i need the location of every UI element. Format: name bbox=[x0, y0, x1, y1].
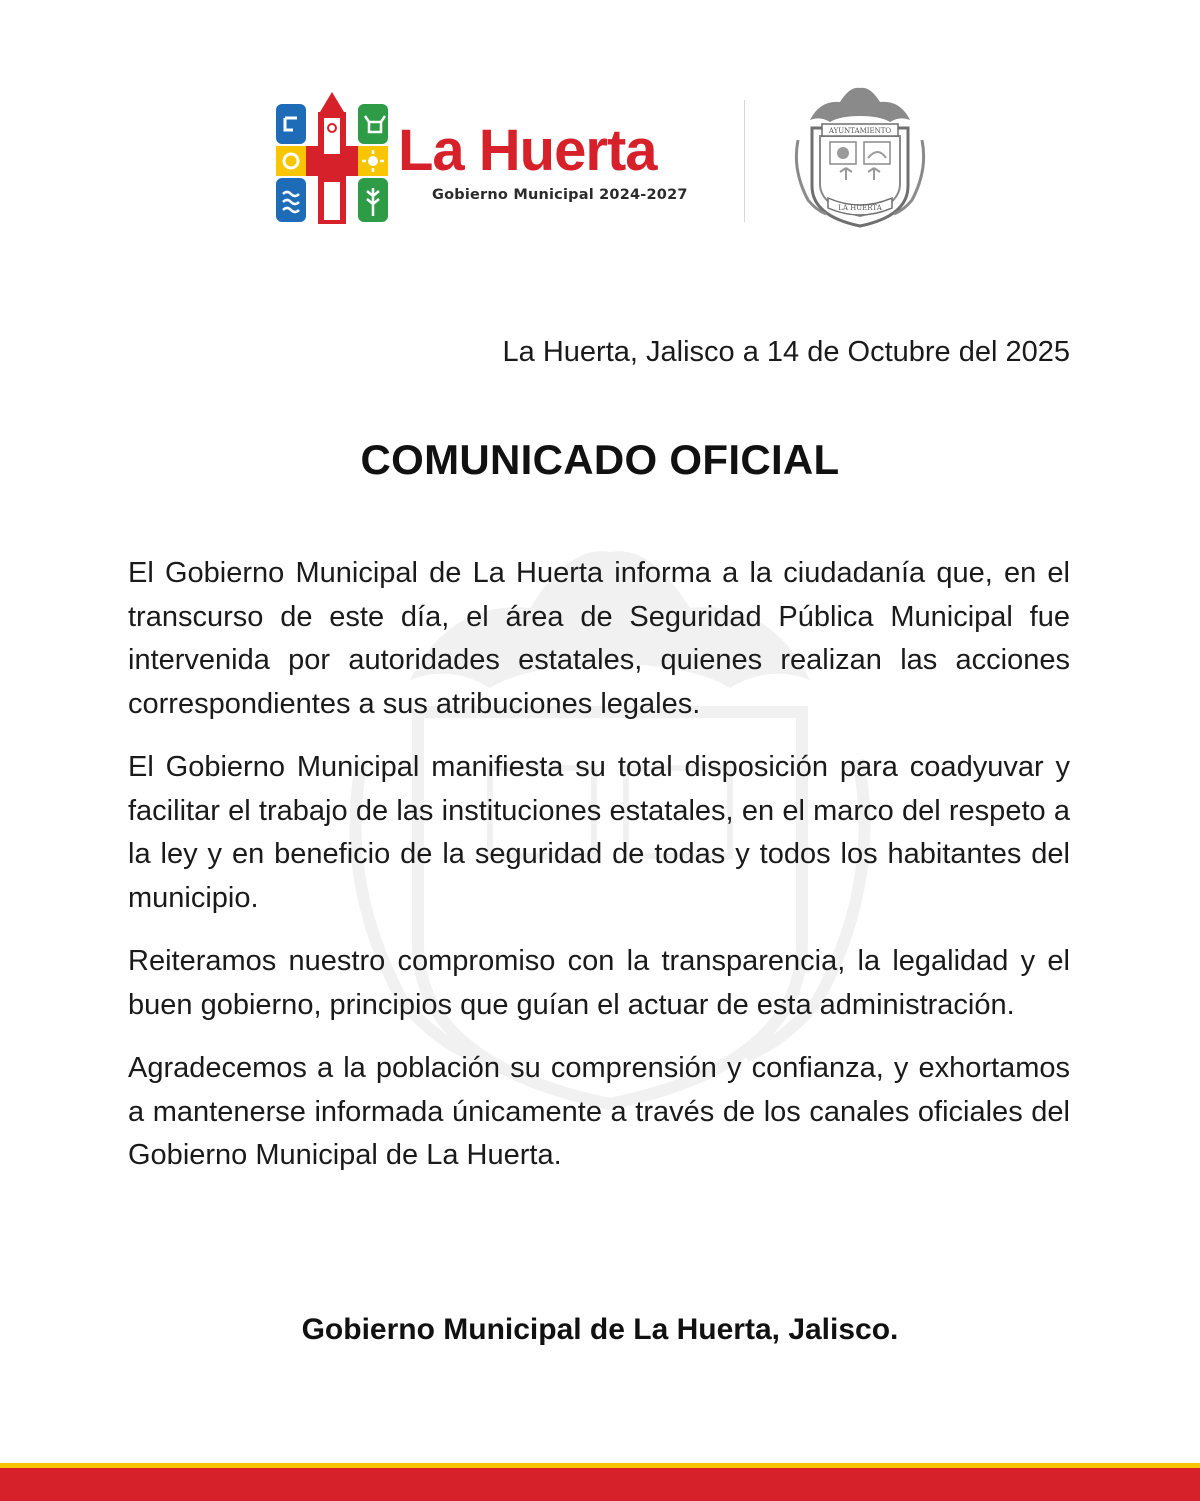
brand-name: La Huerta bbox=[398, 118, 657, 183]
footer-stripe-red bbox=[0, 1468, 1200, 1501]
paragraph: Agradecemos a la población su comprensión y confianza, y exhortamos a mantenerse informada únicamente a través de los canales oficiales del Gobierno Municipal de La Huerta. bbox=[128, 1052, 1070, 1171]
svg-text:LA HUERTA: LA HUERTA bbox=[838, 204, 882, 212]
letterhead bbox=[0, 0, 1200, 260]
document-body bbox=[128, 552, 1070, 1198]
paragraph: Reiteramos nuestro compromiso con la transparencia, la legalidad y el buen gobierno, principios que guían el actuar de esta administración. bbox=[128, 945, 1070, 1021]
signature: Gobierno Municipal de La Huerta, Jalisco. bbox=[301, 1313, 899, 1346]
document-title: COMUNICADO OFICIAL bbox=[360, 436, 840, 483]
header-divider bbox=[744, 100, 745, 222]
la-huerta-logo-icon bbox=[276, 88, 388, 224]
paragraph: El Gobierno Municipal de La Huerta informa a la ciudadanía que, en el transcurso de este día, el área de Seguridad Pública Municipal fue intervenida por autoridades estatales, quienes realizan las acciones correspondientes a sus atribuciones legales. bbox=[128, 557, 1070, 720]
paragraph: El Gobierno Municipal manifiesta su total disposición para coadyuvar y facilitar el trabajo de las instituciones estatales, en el marco del respeto a la ley y en beneficio de la seguridad de todas y todos los habitantes del municipio. bbox=[128, 751, 1070, 914]
brand-subtitle: Gobierno Municipal 2024-2027 bbox=[432, 187, 688, 203]
date-line: La Huerta, Jalisco a 14 de Octubre del 2025 bbox=[502, 336, 1070, 368]
municipal-seal-icon bbox=[790, 80, 930, 230]
svg-text:AYUNTAMIENTO: AYUNTAMIENTO bbox=[828, 127, 892, 135]
